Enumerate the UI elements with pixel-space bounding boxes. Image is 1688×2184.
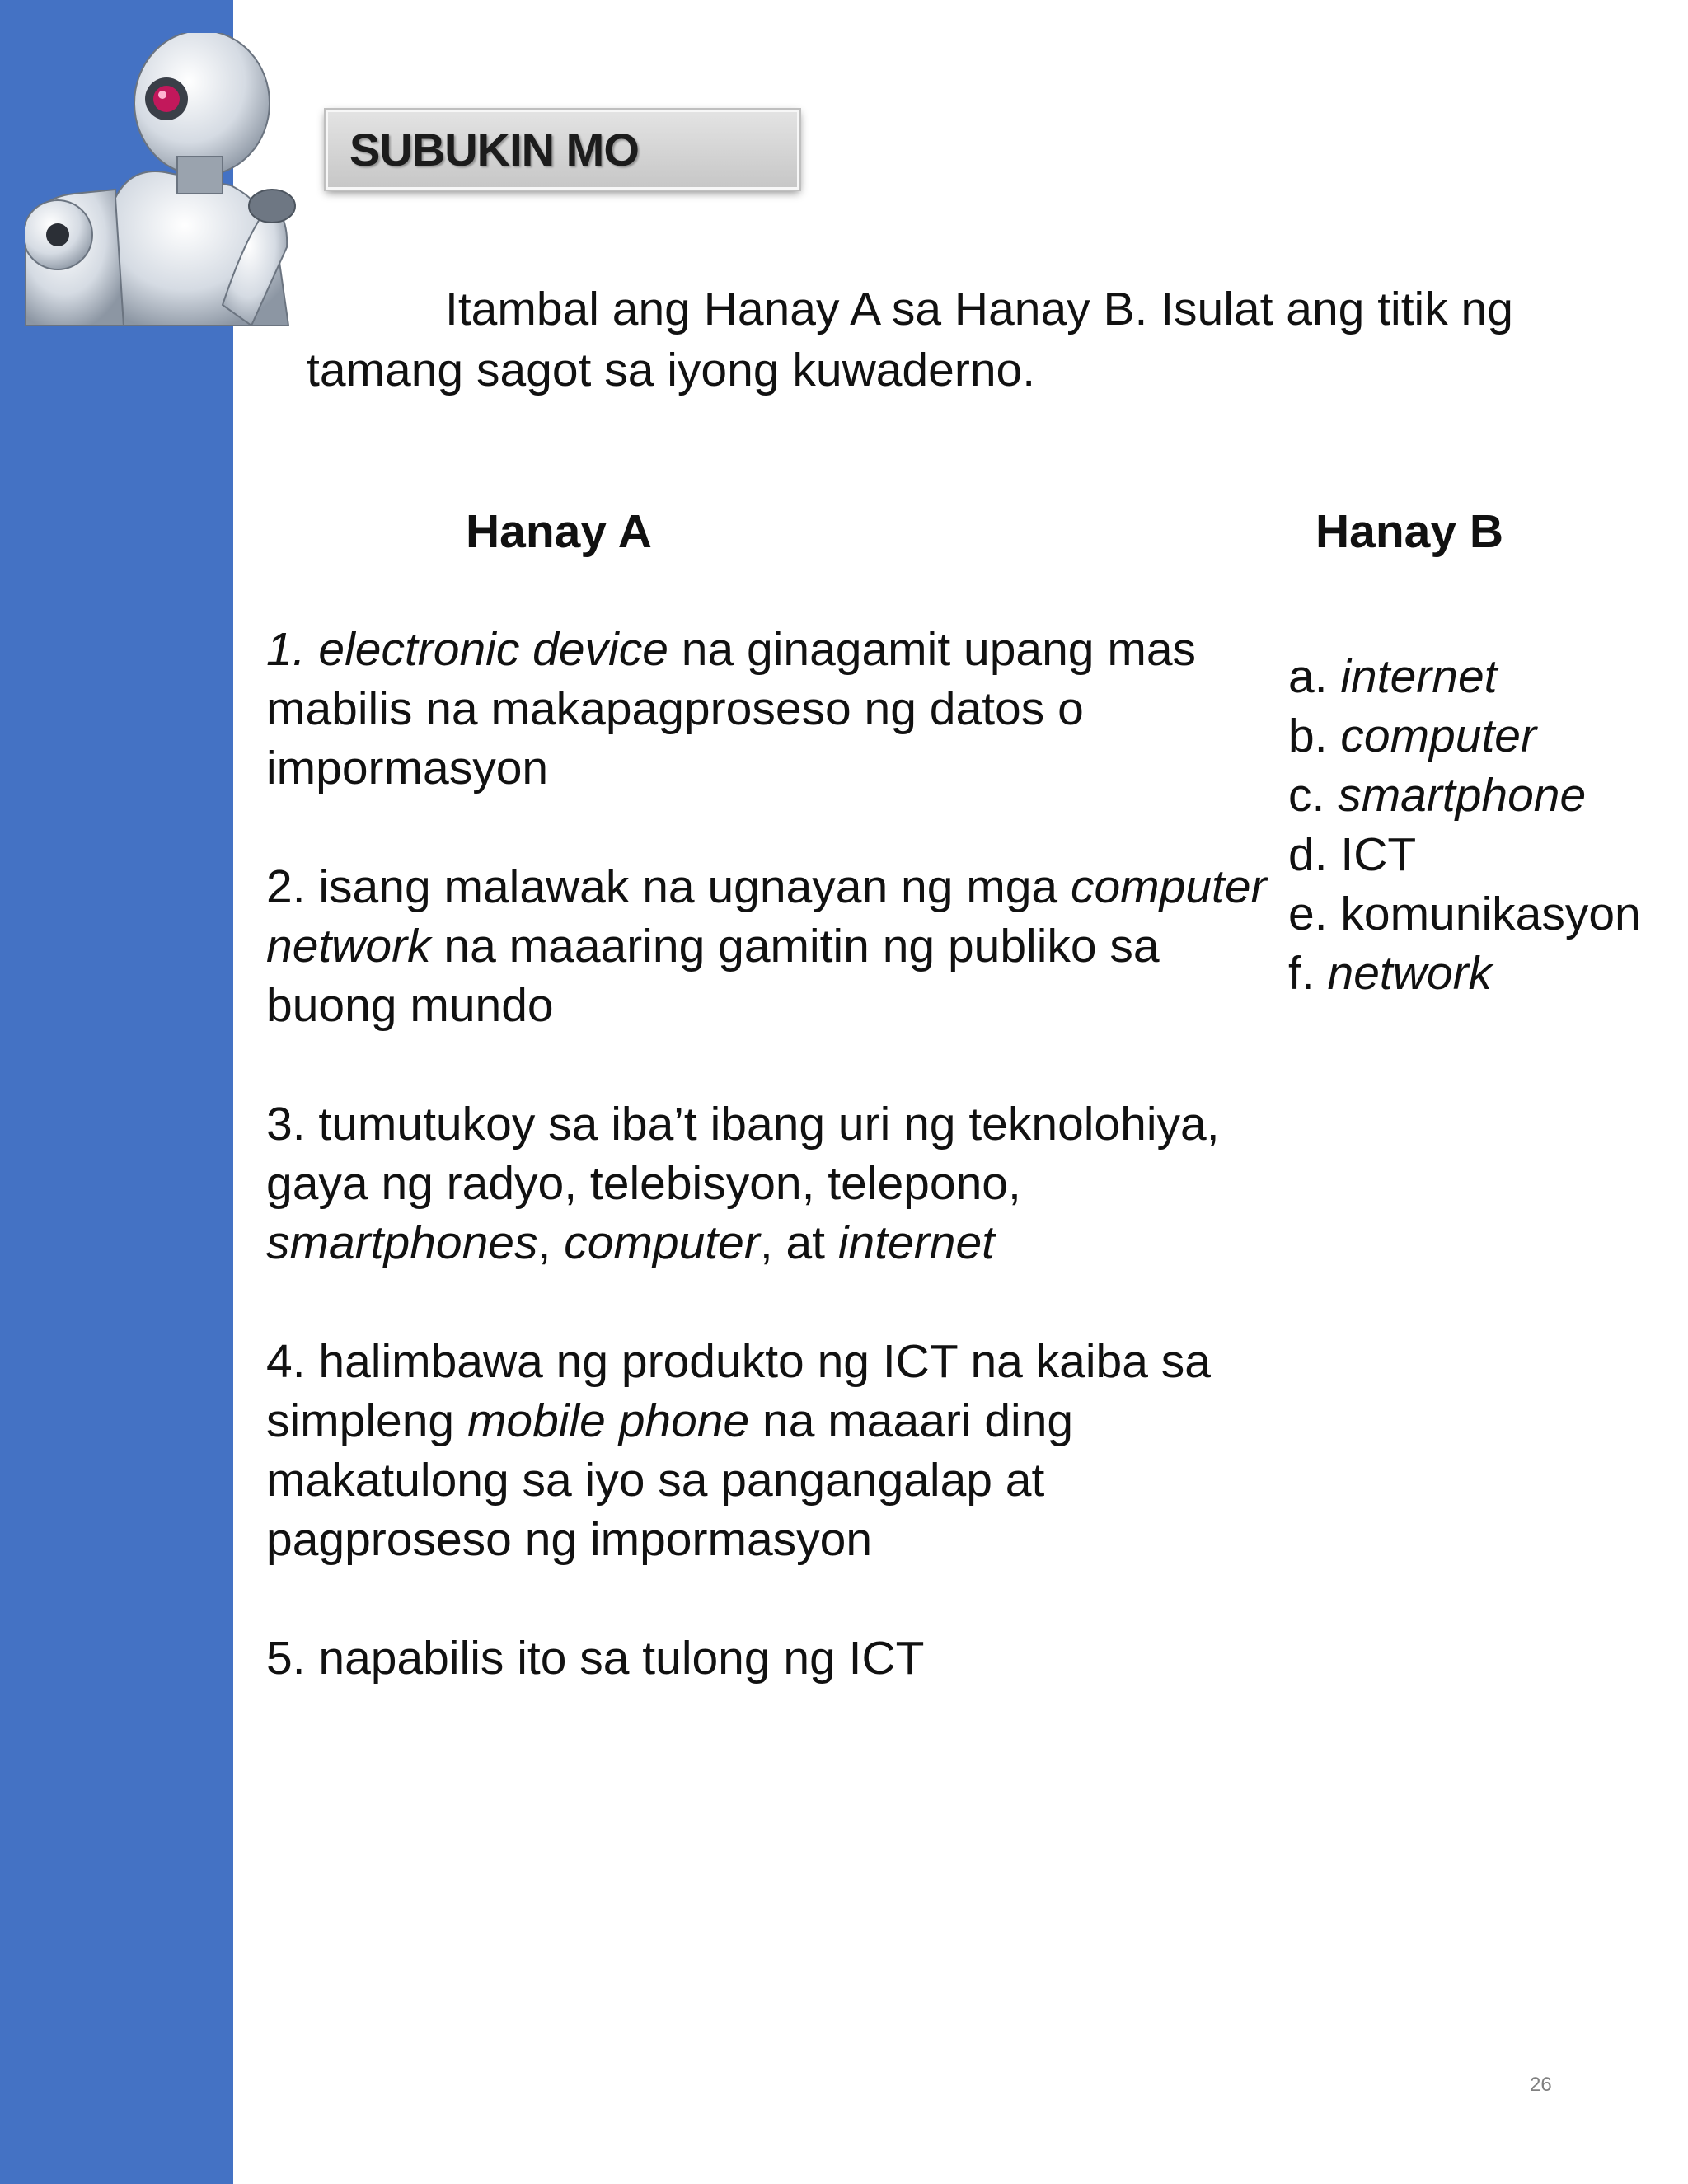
option-text: computer	[1340, 710, 1536, 762]
hanay-a-heading: Hanay A	[466, 505, 652, 558]
hanay-a-item-2	[266, 857, 1280, 1035]
item-text: ,	[537, 1216, 565, 1269]
hanay-b-option-c	[1288, 766, 1641, 825]
item-text: na maaaring gamitin ng publiko sa buong mundo	[266, 920, 1160, 1032]
hanay-a-item-4	[266, 1332, 1280, 1569]
hanay-a-item-1	[266, 620, 1280, 798]
hanay-b-option-d	[1288, 825, 1641, 884]
item-text: , at	[759, 1216, 838, 1269]
item-text: na maaari ding makatulong sa iyo sa pangangalap at pagproseso ng impormasyon	[266, 1394, 1074, 1566]
option-letter: f.	[1288, 947, 1328, 1000]
hanay-b-option-b	[1288, 706, 1641, 766]
option-letter: a.	[1288, 650, 1341, 703]
sidebar-band	[0, 0, 233, 2184]
option-text: ICT	[1340, 828, 1417, 881]
hanay-a-item-3	[266, 1094, 1280, 1272]
item-text: 4. halimbawa ng produkto ng ICT na kaiba sa simpleng	[266, 1335, 1211, 1447]
section-title-box	[326, 110, 799, 190]
page-number: 26	[1530, 2074, 1552, 2096]
hanay-b-list	[1288, 647, 1641, 1003]
option-text: internet	[1340, 650, 1498, 703]
item-text: 5. napabilis ito sa tulong ng ICT	[266, 1632, 925, 1685]
hanay-b-option-e	[1288, 884, 1641, 944]
item-italic: smartphones	[266, 1216, 538, 1269]
option-text: komunikasyon	[1340, 888, 1641, 940]
option-text: network	[1327, 947, 1493, 1000]
option-letter: b.	[1288, 710, 1341, 762]
hanay-b-heading: Hanay B	[1315, 505, 1504, 558]
section-title: SUBUKIN MO	[349, 124, 639, 176]
item-italic: computer	[564, 1216, 760, 1269]
item-italic: internet	[837, 1216, 995, 1269]
hanay-a-item-5	[266, 1629, 1280, 1688]
option-letter: c.	[1288, 769, 1339, 822]
item-italic: 1. electronic device	[266, 623, 668, 676]
item-text: 3. tumutukoy sa iba’t ibang uri ng teknolohiya, gaya ng radyo, telebisyon, telepono,	[266, 1098, 1220, 1210]
robot-image	[25, 33, 297, 326]
item-italic: computer network	[266, 860, 1267, 972]
item-italic: mobile phone	[467, 1394, 750, 1447]
option-text: smartphone	[1338, 769, 1587, 822]
item-text: na ginagamit upang mas mabilis na makapagproseso ng datos o impormasyon	[266, 623, 1197, 794]
hanay-b-option-f	[1288, 944, 1641, 1003]
option-letter: d.	[1288, 828, 1341, 881]
item-text: 2. isang malawak na ugnayan ng mga	[266, 860, 1071, 913]
option-letter: e.	[1288, 888, 1341, 940]
hanay-b-option-a	[1288, 647, 1641, 706]
instructions-text: Itambal ang Hanay A sa Hanay B. Isulat ang titik ng tamang sagot sa iyong kuwaderno.	[307, 283, 1513, 396]
